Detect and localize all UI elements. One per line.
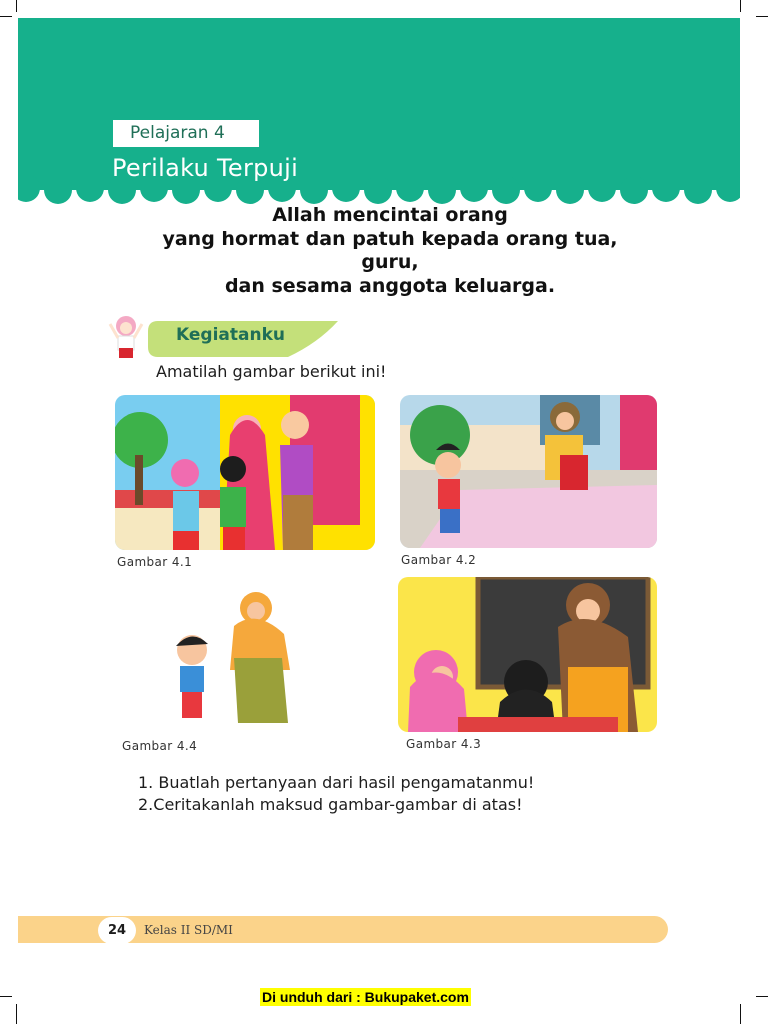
figure-4-1-image (115, 395, 375, 550)
figure-4-2-caption: Gambar 4.2 (401, 553, 477, 567)
footer-class-label: Kelas II SD/MI (144, 923, 233, 937)
motto-line: yang hormat dan patuh kepada orang tua, (162, 227, 618, 250)
girl-mascot-icon (108, 314, 144, 362)
crop-mark (0, 996, 12, 997)
figure-4-4-image (160, 578, 310, 730)
crop-mark (740, 0, 741, 12)
lesson-title: Perilaku Terpuji (112, 154, 299, 182)
figure-4-4-caption: Gambar 4.4 (122, 739, 198, 753)
crop-mark (16, 0, 17, 12)
crop-mark (740, 1004, 741, 1024)
figure-4-3-caption: Gambar 4.3 (406, 737, 482, 751)
motto-line: dan sesama anggota keluarga. (224, 274, 556, 297)
task-list (138, 772, 534, 816)
motto (90, 204, 690, 298)
download-source-note: Di unduh dari : Bukupaket.com (262, 989, 469, 1005)
motto-line: guru, (361, 251, 419, 273)
motto-line: Allah mencintai orang (272, 204, 508, 226)
crop-mark (756, 996, 768, 997)
crop-mark (0, 16, 12, 17)
task-item: 1. Buatlah pertanyaan dari hasil pengamatanmu! (138, 773, 535, 792)
figure-4-1-caption: Gambar 4.1 (117, 555, 193, 569)
lesson-label: Pelajaran 4 (113, 120, 259, 147)
figure-4-3-image (398, 577, 657, 732)
task-item: 2.Ceritakanlah maksud gambar-gambar di atas! (138, 795, 523, 814)
figure-4-2-image (400, 395, 657, 548)
page-number: 24 (98, 917, 136, 944)
activity-label: Kegiatanku (176, 325, 285, 345)
instruction-text: Amatilah gambar berikut ini! (156, 362, 387, 381)
crop-mark (756, 16, 768, 17)
crop-mark (16, 1004, 17, 1024)
